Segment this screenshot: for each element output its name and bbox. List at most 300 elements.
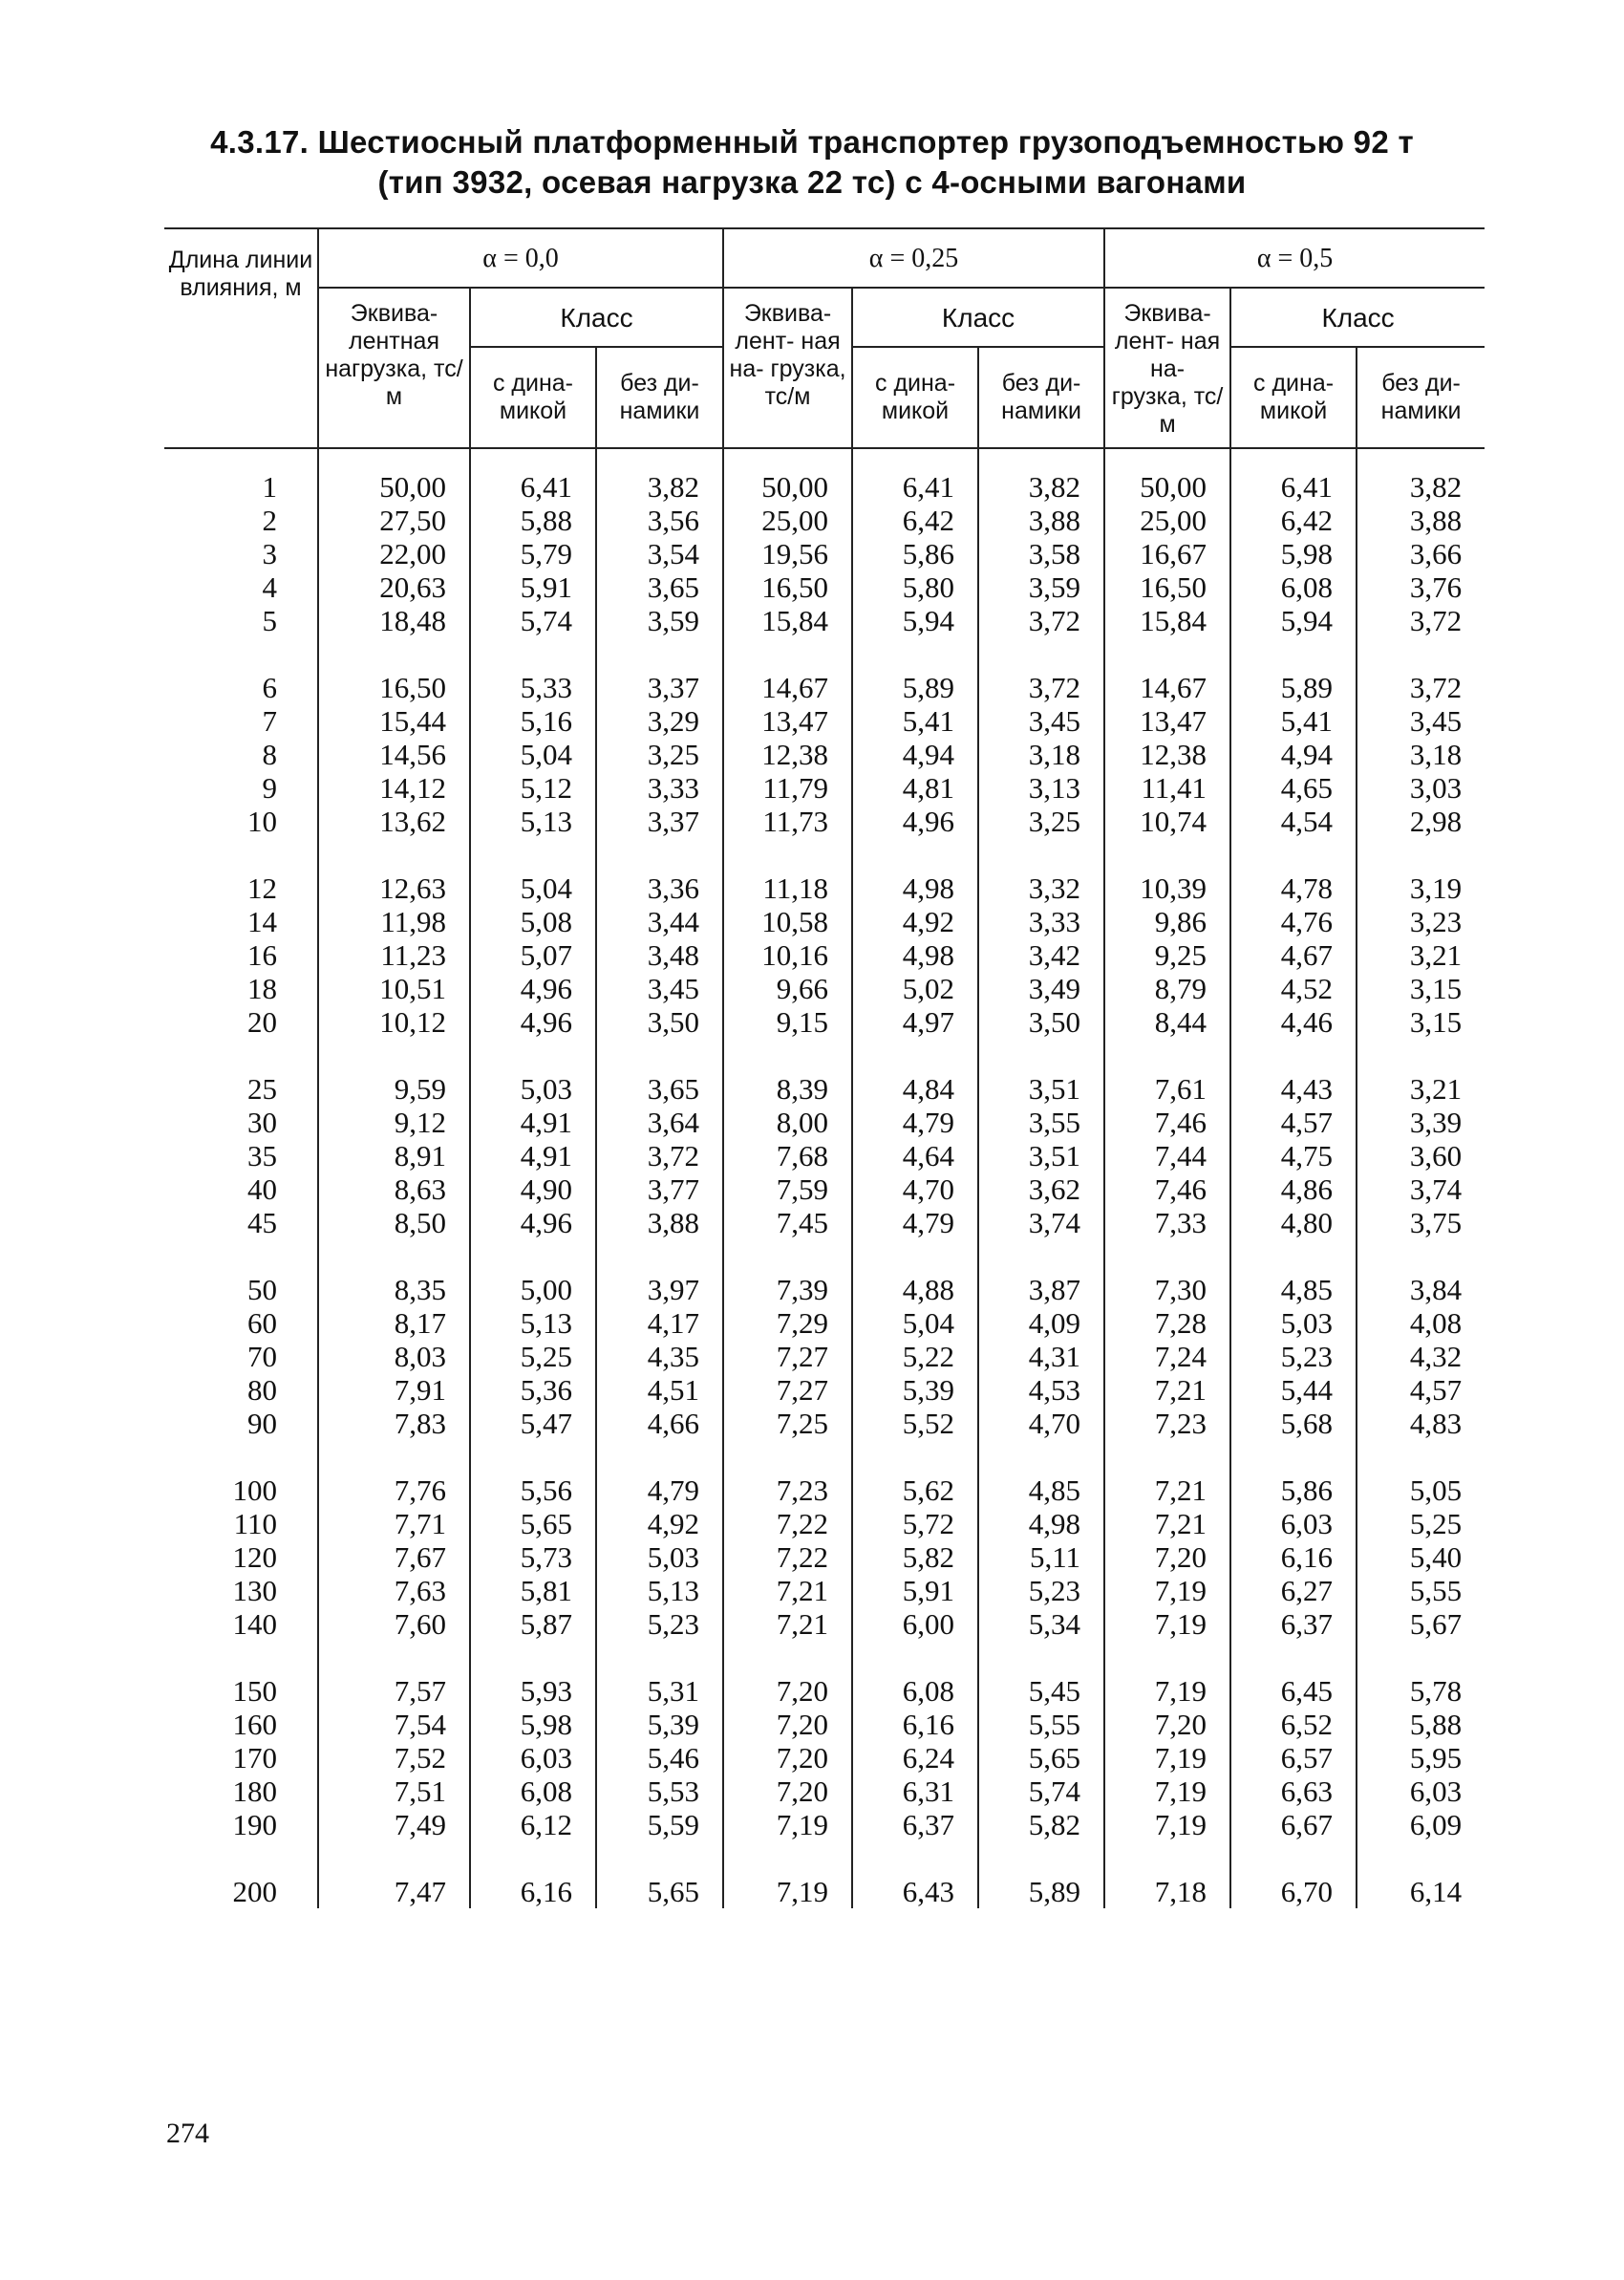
value-cell: 7,57 <box>318 1674 470 1708</box>
value-cell: 18,48 <box>318 604 470 637</box>
value-cell: 3,72 <box>596 1139 723 1172</box>
spacer-cell <box>1104 1841 1230 1875</box>
value-cell: 3,60 <box>1357 1139 1485 1172</box>
header-equiv-load: Эквива- лентная нагрузка, тс/м <box>318 288 470 448</box>
value-cell: 15,84 <box>723 604 852 637</box>
value-cell: 4,84 <box>852 1072 978 1106</box>
value-cell: 5,22 <box>852 1340 978 1373</box>
value-cell: 5,46 <box>596 1741 723 1775</box>
value-cell: 7,27 <box>723 1373 852 1407</box>
value-cell: 6,42 <box>852 504 978 537</box>
spacer-cell <box>1357 1841 1485 1875</box>
spacer-cell <box>1104 448 1230 470</box>
length-cell: 160 <box>232 1708 277 1741</box>
table-row <box>164 671 1485 704</box>
value-cell: 7,19 <box>1104 1607 1230 1641</box>
value-cell: 14,12 <box>318 771 470 805</box>
header-class: Класс <box>852 288 1104 347</box>
value-cell: 10,58 <box>723 905 852 938</box>
value-cell: 5,86 <box>1230 1473 1357 1507</box>
header-with-dynamics: с дина- микой <box>1230 347 1357 448</box>
length-cell: 60 <box>247 1306 277 1340</box>
value-cell: 6,52 <box>1230 1708 1357 1741</box>
table-row <box>164 738 1485 771</box>
value-cell: 5,05 <box>1357 1473 1485 1507</box>
value-cell: 3,39 <box>1357 1106 1485 1139</box>
header-without-dynamics: без ди- намики <box>978 347 1104 448</box>
value-cell: 7,25 <box>723 1407 852 1440</box>
table-row <box>164 1005 1485 1039</box>
value-cell: 9,12 <box>318 1106 470 1139</box>
value-cell: 3,65 <box>596 570 723 604</box>
value-cell: 9,59 <box>318 1072 470 1106</box>
spacer-cell <box>470 637 596 671</box>
value-cell: 3,23 <box>1357 905 1485 938</box>
value-cell: 5,87 <box>470 1607 596 1641</box>
spacer-cell <box>723 1039 852 1072</box>
spacer-cell <box>1357 448 1485 470</box>
value-cell: 6,14 <box>1357 1875 1485 1908</box>
value-cell: 6,37 <box>1230 1607 1357 1641</box>
value-cell: 5,88 <box>1357 1708 1485 1741</box>
header-length: Длина линии влияния, м <box>164 228 318 448</box>
table-row <box>164 570 1485 604</box>
value-cell: 7,18 <box>1104 1875 1230 1908</box>
value-cell: 9,86 <box>1104 905 1230 938</box>
spacer-cell <box>1230 1239 1357 1273</box>
header-without-dynamics: без ди- намики <box>1357 347 1485 448</box>
value-cell: 7,39 <box>723 1273 852 1306</box>
length-cell: 6 <box>262 671 277 704</box>
spacer-row <box>164 838 1485 871</box>
value-cell: 7,76 <box>318 1473 470 1507</box>
spacer-cell <box>596 448 723 470</box>
value-cell: 5,81 <box>470 1574 596 1607</box>
value-cell: 5,23 <box>978 1574 1104 1607</box>
header-alpha-05: α = 0,5 <box>1104 228 1485 288</box>
value-cell: 3,88 <box>596 1206 723 1239</box>
spacer-cell <box>978 448 1104 470</box>
value-cell: 3,33 <box>978 905 1104 938</box>
table-row <box>164 704 1485 738</box>
value-cell: 3,51 <box>978 1139 1104 1172</box>
value-cell: 7,61 <box>1104 1072 1230 1106</box>
value-cell: 5,68 <box>1230 1407 1357 1440</box>
value-cell: 5,98 <box>1230 537 1357 570</box>
table-row <box>164 1540 1485 1574</box>
value-cell: 4,91 <box>470 1139 596 1172</box>
table-row <box>164 1607 1485 1641</box>
value-cell: 3,03 <box>1357 771 1485 805</box>
value-cell: 6,31 <box>852 1775 978 1808</box>
spacer-cell <box>164 1841 318 1875</box>
spacer-cell <box>1230 838 1357 871</box>
value-cell: 5,98 <box>470 1708 596 1741</box>
value-cell: 6,08 <box>852 1674 978 1708</box>
value-cell: 7,21 <box>723 1607 852 1641</box>
value-cell: 6,16 <box>470 1875 596 1908</box>
value-cell: 7,46 <box>1104 1172 1230 1206</box>
value-cell: 3,51 <box>978 1072 1104 1106</box>
value-cell: 7,30 <box>1104 1273 1230 1306</box>
value-cell: 14,67 <box>1104 671 1230 704</box>
spacer-cell <box>1357 1641 1485 1674</box>
spacer-cell <box>1104 637 1230 671</box>
spacer-cell <box>318 1039 470 1072</box>
value-cell: 12,38 <box>1104 738 1230 771</box>
length-cell: 110 <box>233 1507 277 1540</box>
value-cell: 5,74 <box>978 1775 1104 1808</box>
value-cell: 7,22 <box>723 1507 852 1540</box>
value-cell: 3,84 <box>1357 1273 1485 1306</box>
value-cell: 5,16 <box>470 704 596 738</box>
length-cell: 45 <box>247 1206 277 1239</box>
value-cell: 4,43 <box>1230 1072 1357 1106</box>
value-cell: 5,91 <box>470 570 596 604</box>
value-cell: 5,03 <box>596 1540 723 1574</box>
value-cell: 5,13 <box>596 1574 723 1607</box>
value-cell: 13,47 <box>723 704 852 738</box>
spacer-cell <box>1230 1440 1357 1473</box>
length-cell: 80 <box>247 1373 277 1407</box>
value-cell: 7,20 <box>1104 1708 1230 1741</box>
value-cell: 3,72 <box>1357 604 1485 637</box>
table-row <box>164 1473 1485 1507</box>
value-cell: 3,32 <box>978 871 1104 905</box>
table-row <box>164 1708 1485 1741</box>
value-cell: 7,21 <box>1104 1473 1230 1507</box>
value-cell: 5,82 <box>852 1540 978 1574</box>
spacer-cell <box>978 838 1104 871</box>
value-cell: 5,13 <box>470 805 596 838</box>
value-cell: 8,44 <box>1104 1005 1230 1039</box>
value-cell: 4,53 <box>978 1373 1104 1407</box>
length-cell: 2 <box>262 504 277 537</box>
value-cell: 4,83 <box>1357 1407 1485 1440</box>
value-cell: 14,67 <box>723 671 852 704</box>
value-cell: 5,89 <box>978 1875 1104 1908</box>
length-cell: 20 <box>247 1005 277 1039</box>
value-cell: 3,64 <box>596 1106 723 1139</box>
spacer-cell <box>1230 1039 1357 1072</box>
table-body <box>164 448 1485 1908</box>
value-cell: 3,49 <box>978 972 1104 1005</box>
length-cell: 120 <box>232 1540 277 1574</box>
spacer-cell <box>1230 448 1357 470</box>
value-cell: 4,08 <box>1357 1306 1485 1340</box>
spacer-cell <box>978 1039 1104 1072</box>
value-cell: 7,24 <box>1104 1340 1230 1373</box>
value-cell: 4,46 <box>1230 1005 1357 1039</box>
value-cell: 25,00 <box>723 504 852 537</box>
table-row <box>164 905 1485 938</box>
value-cell: 3,37 <box>596 805 723 838</box>
length-cell: 7 <box>262 704 277 738</box>
spacer-cell <box>723 838 852 871</box>
table-row <box>164 1206 1485 1239</box>
length-cell: 12 <box>247 871 277 905</box>
value-cell: 4,57 <box>1357 1373 1485 1407</box>
value-cell: 5,00 <box>470 1273 596 1306</box>
table-row <box>164 1574 1485 1607</box>
value-cell: 6,41 <box>852 470 978 504</box>
table-row <box>164 871 1485 905</box>
value-cell: 7,47 <box>318 1875 470 1908</box>
value-cell: 6,43 <box>852 1875 978 1908</box>
spacer-cell <box>852 448 978 470</box>
value-cell: 6,08 <box>1230 570 1357 604</box>
spacer-cell <box>723 1841 852 1875</box>
value-cell: 5,88 <box>470 504 596 537</box>
table-row <box>164 1741 1485 1775</box>
value-cell: 7,68 <box>723 1139 852 1172</box>
value-cell: 7,20 <box>723 1674 852 1708</box>
value-cell: 3,21 <box>1357 938 1485 972</box>
value-cell: 10,74 <box>1104 805 1230 838</box>
spacer-cell <box>978 1239 1104 1273</box>
spacer-cell <box>978 1641 1104 1674</box>
length-cell: 5 <box>262 604 277 637</box>
value-cell: 6,03 <box>1357 1775 1485 1808</box>
equivalent-load-table <box>164 227 1485 1908</box>
value-cell: 6,70 <box>1230 1875 1357 1908</box>
value-cell: 4,85 <box>978 1473 1104 1507</box>
value-cell: 5,89 <box>1230 671 1357 704</box>
value-cell: 5,78 <box>1357 1674 1485 1708</box>
value-cell: 3,59 <box>978 570 1104 604</box>
length-cell: 100 <box>232 1473 277 1507</box>
value-cell: 27,50 <box>318 504 470 537</box>
value-cell: 7,28 <box>1104 1306 1230 1340</box>
value-cell: 4,94 <box>852 738 978 771</box>
value-cell: 15,44 <box>318 704 470 738</box>
value-cell: 4,75 <box>1230 1139 1357 1172</box>
spacer-cell <box>318 1641 470 1674</box>
value-cell: 5,91 <box>852 1574 978 1607</box>
header-equiv-load: Эквива- лент- ная на- грузка, тс/м <box>723 288 852 448</box>
spacer-cell <box>164 838 318 871</box>
value-cell: 7,59 <box>723 1172 852 1206</box>
value-cell: 7,21 <box>1104 1373 1230 1407</box>
spacer-cell <box>596 1641 723 1674</box>
value-cell: 22,00 <box>318 537 470 570</box>
value-cell: 7,45 <box>723 1206 852 1239</box>
spacer-cell <box>1104 1039 1230 1072</box>
value-cell: 4,98 <box>978 1507 1104 1540</box>
value-cell: 5,04 <box>470 738 596 771</box>
value-cell: 5,07 <box>470 938 596 972</box>
spacer-cell <box>164 1039 318 1072</box>
length-cell: 70 <box>247 1340 277 1373</box>
spacer-cell <box>852 1440 978 1473</box>
value-cell: 5,74 <box>470 604 596 637</box>
spacer-cell <box>596 1440 723 1473</box>
spacer-cell <box>164 1641 318 1674</box>
value-cell: 6,41 <box>1230 470 1357 504</box>
spacer-cell <box>318 637 470 671</box>
spacer-cell <box>470 838 596 871</box>
value-cell: 4,94 <box>1230 738 1357 771</box>
header-with-dynamics: с дина- микой <box>852 347 978 448</box>
value-cell: 3,37 <box>596 671 723 704</box>
value-cell: 9,66 <box>723 972 852 1005</box>
spacer-cell <box>470 1039 596 1072</box>
value-cell: 7,63 <box>318 1574 470 1607</box>
value-cell: 3,74 <box>1357 1172 1485 1206</box>
table-row <box>164 470 1485 504</box>
value-cell: 16,50 <box>1104 570 1230 604</box>
spacer-cell <box>596 637 723 671</box>
table-title <box>143 122 1481 203</box>
value-cell: 4,57 <box>1230 1106 1357 1139</box>
spacer-cell <box>1104 1641 1230 1674</box>
spacer-cell <box>596 1239 723 1273</box>
value-cell: 4,79 <box>852 1206 978 1239</box>
value-cell: 3,77 <box>596 1172 723 1206</box>
header-with-dynamics: с дина- микой <box>470 347 596 448</box>
value-cell: 5,56 <box>470 1473 596 1507</box>
value-cell: 25,00 <box>1104 504 1230 537</box>
title-line-1: 4.3.17. Шестиосный платформенный транспортер грузоподъемностью 92 т <box>210 124 1414 160</box>
spacer-cell <box>318 1440 470 1473</box>
value-cell: 4,92 <box>852 905 978 938</box>
value-cell: 7,46 <box>1104 1106 1230 1139</box>
value-cell: 5,80 <box>852 570 978 604</box>
value-cell: 7,49 <box>318 1808 470 1841</box>
value-cell: 5,93 <box>470 1674 596 1708</box>
length-cell: 130 <box>232 1574 277 1607</box>
value-cell: 9,25 <box>1104 938 1230 972</box>
value-cell: 7,23 <box>1104 1407 1230 1440</box>
spacer-cell <box>164 1440 318 1473</box>
spacer-row <box>164 1440 1485 1473</box>
length-cell: 14 <box>247 905 277 938</box>
spacer-cell <box>1230 637 1357 671</box>
value-cell: 7,20 <box>723 1741 852 1775</box>
value-cell: 5,41 <box>1230 704 1357 738</box>
value-cell: 5,55 <box>978 1708 1104 1741</box>
spacer-cell <box>1357 1039 1485 1072</box>
title-line-2: (тип 3932, осевая нагрузка 22 тс) с 4-осными вагонами <box>377 164 1247 200</box>
value-cell: 11,23 <box>318 938 470 972</box>
header-equiv-load: Эквива- лент- ная на- грузка, тс/м <box>1104 288 1230 448</box>
length-cell: 150 <box>232 1674 277 1708</box>
value-cell: 14,56 <box>318 738 470 771</box>
value-cell: 3,82 <box>978 470 1104 504</box>
value-cell: 7,29 <box>723 1306 852 1340</box>
value-cell: 4,79 <box>596 1473 723 1507</box>
value-cell: 4,76 <box>1230 905 1357 938</box>
spacer-cell <box>852 1841 978 1875</box>
length-cell: 4 <box>262 570 277 604</box>
table-row <box>164 537 1485 570</box>
spacer-cell <box>164 448 318 470</box>
spacer-cell <box>470 1239 596 1273</box>
value-cell: 6,37 <box>852 1808 978 1841</box>
length-cell: 1 <box>262 470 277 504</box>
value-cell: 5,94 <box>852 604 978 637</box>
spacer-row <box>164 1239 1485 1273</box>
spacer-cell <box>1357 838 1485 871</box>
spacer-cell <box>723 448 852 470</box>
value-cell: 3,54 <box>596 537 723 570</box>
spacer-cell <box>318 838 470 871</box>
value-cell: 3,36 <box>596 871 723 905</box>
value-cell: 7,52 <box>318 1741 470 1775</box>
value-cell: 4,88 <box>852 1273 978 1306</box>
value-cell: 3,88 <box>978 504 1104 537</box>
value-cell: 11,79 <box>723 771 852 805</box>
value-cell: 4,65 <box>1230 771 1357 805</box>
table-row <box>164 1139 1485 1172</box>
value-cell: 3,48 <box>596 938 723 972</box>
value-cell: 50,00 <box>723 470 852 504</box>
spacer-cell <box>318 448 470 470</box>
header-class: Класс <box>470 288 723 347</box>
spacer-cell <box>723 1239 852 1273</box>
spacer-cell <box>723 637 852 671</box>
spacer-cell <box>1230 1641 1357 1674</box>
value-cell: 4,96 <box>470 1005 596 1039</box>
spacer-row <box>164 1841 1485 1875</box>
length-cell: 30 <box>247 1106 277 1139</box>
value-cell: 6,00 <box>852 1607 978 1641</box>
spacer-cell <box>470 1841 596 1875</box>
length-cell: 50 <box>247 1273 277 1306</box>
spacer-cell <box>164 637 318 671</box>
spacer-cell <box>723 1641 852 1674</box>
value-cell: 3,44 <box>596 905 723 938</box>
value-cell: 11,98 <box>318 905 470 938</box>
spacer-cell <box>978 637 1104 671</box>
value-cell: 4,86 <box>1230 1172 1357 1206</box>
value-cell: 7,21 <box>723 1574 852 1607</box>
value-cell: 6,09 <box>1357 1808 1485 1841</box>
value-cell: 7,23 <box>723 1473 852 1507</box>
length-cell: 90 <box>247 1407 277 1440</box>
value-cell: 7,91 <box>318 1373 470 1407</box>
value-cell: 6,41 <box>470 470 596 504</box>
value-cell: 4,81 <box>852 771 978 805</box>
value-cell: 7,67 <box>318 1540 470 1574</box>
value-cell: 3,29 <box>596 704 723 738</box>
table-row <box>164 1507 1485 1540</box>
value-cell: 3,25 <box>596 738 723 771</box>
length-cell: 10 <box>247 805 277 838</box>
value-cell: 4,09 <box>978 1306 1104 1340</box>
value-cell: 5,12 <box>470 771 596 805</box>
value-cell: 3,66 <box>1357 537 1485 570</box>
value-cell: 5,72 <box>852 1507 978 1540</box>
value-cell: 10,51 <box>318 972 470 1005</box>
value-cell: 4,64 <box>852 1139 978 1172</box>
value-cell: 3,45 <box>978 704 1104 738</box>
length-cell: 16 <box>247 938 277 972</box>
value-cell: 5,94 <box>1230 604 1357 637</box>
header-without-dynamics: без ди- намики <box>596 347 723 448</box>
value-cell: 5,52 <box>852 1407 978 1440</box>
value-cell: 13,47 <box>1104 704 1230 738</box>
spacer-cell <box>1357 1239 1485 1273</box>
value-cell: 6,24 <box>852 1741 978 1775</box>
value-cell: 6,16 <box>852 1708 978 1741</box>
value-cell: 4,98 <box>852 871 978 905</box>
value-cell: 4,96 <box>470 1206 596 1239</box>
value-cell: 5,47 <box>470 1407 596 1440</box>
value-cell: 5,39 <box>852 1373 978 1407</box>
value-cell: 4,31 <box>978 1340 1104 1373</box>
value-cell: 5,67 <box>1357 1607 1485 1641</box>
